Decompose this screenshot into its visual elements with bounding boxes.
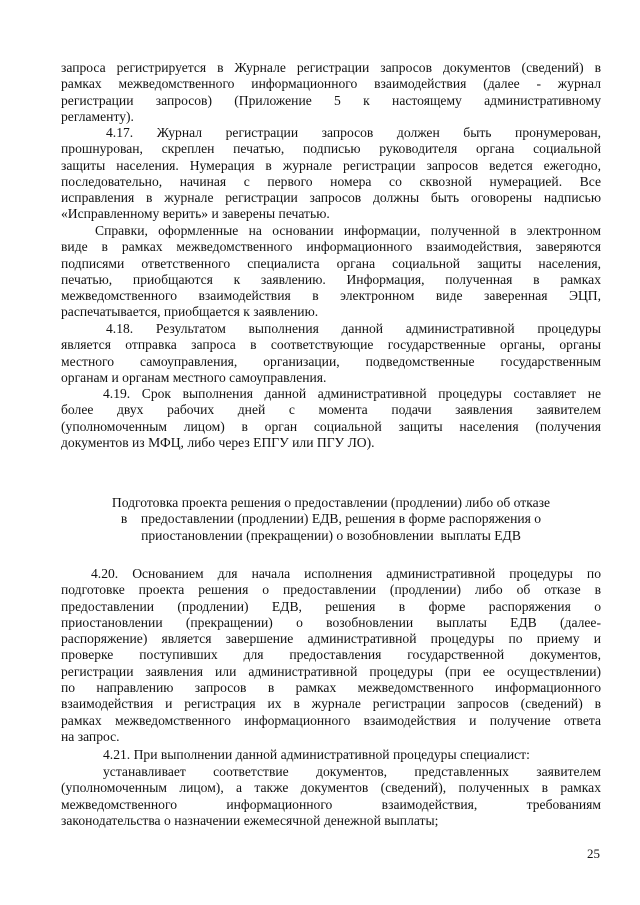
paragraph-spravki [61, 223, 601, 321]
text-line: 4.21. При выполнении данной административной процедуры специалист: [103, 747, 530, 762]
paragraph-4-17 [61, 125, 601, 223]
text-line: регистрации заявления или административной процедуры (при ее осуществлении) [61, 663, 601, 679]
text-line: печатью, приобщаются к заявлению. Информация, полученная в рамках [61, 271, 601, 287]
text-line: по направлению запросов в рамках межведомственного информационного [61, 680, 601, 696]
text-line: устанавливает соответствие документов, представленных заявителем [103, 764, 601, 779]
page-number: 25 [587, 846, 600, 861]
text-line: регламенту). [61, 108, 134, 124]
text-line: 4.19. Срок выполнения данной административной процедуры составляет не [103, 386, 601, 401]
text-line: документов из МФЦ, либо через ЕПГУ или ПГУ ЛО). [61, 434, 375, 450]
text-line: (уполномоченным лицом) в орган социальной защиты населения (получения [61, 418, 601, 434]
text-line: проверке поступивших для предоставления государственной документов, [61, 647, 601, 663]
text-line: виде в рамках межведомственного информационного взаимодействия, заверяются [61, 239, 601, 255]
paragraph-ustanavlivaet [61, 764, 601, 829]
text-line: распоряжение) является завершение административной процедуры по приему и [61, 631, 601, 647]
text-line: более двух рабочих дней с момента подачи заявления заявителем [61, 402, 601, 418]
text-line: рамках межведомственного информационного взаимодействия и получение ответа [61, 712, 601, 728]
paragraph-4-19 [61, 386, 601, 451]
text-line: запроса регистрируется в Журнале регистрации запросов документов (сведений) в [61, 60, 601, 75]
text-line: 4.17. Журнал регистрации запросов должен быть пронумерован, [106, 125, 601, 140]
text-line: приостановлении (прекращении) о возобновлении выплаты ЕДВ (далее- [61, 614, 601, 630]
text-line: взаимодействия и регистрация их в журнале регистрации запросов (сведений) в [61, 696, 601, 712]
heading-line: в предоставлении (продлении) ЕДВ, решения в форме распоряжения о [120, 511, 542, 527]
paragraph-4-21 [61, 747, 601, 763]
text-line: исправления в журнале регистрации запросов должны быть оговорены надписью [61, 190, 601, 206]
text-line: местного самоуправления, организации, подведомственные государственным [61, 353, 601, 369]
text-line: распечатывается, приобщается к заявлению. [61, 304, 319, 320]
text-line: межведомственного информационного взаимодействия, требованиям [61, 796, 601, 812]
text-line: подготовке проекта решения о предоставлении (продлении) либо об отказе в [61, 582, 601, 598]
section-heading [61, 495, 601, 544]
text-line: подписями ответственного специалиста органа социальной защиты населения, [61, 255, 601, 271]
text-line: последовательно, начиная с первого номера со сквозной нумерацией. Все [61, 173, 601, 189]
text-line: органам и органам местного самоуправления. [61, 369, 327, 385]
text-line: регистрации запросов) (Приложение 5 к настоящему административному [61, 92, 601, 108]
text-line: (уполномоченным лицом), а также документов (сведений), полученных в рамках [61, 780, 601, 796]
text-line: Справки, оформленные на основании информации, полученной в электронном [95, 223, 601, 238]
text-line: является отправка запроса в соответствующие государственные органы, органы [61, 337, 601, 353]
text-line: 4.18. Результатом выполнения данной административной процедуры [106, 321, 601, 336]
heading-line: приостановлении (прекращении) о возобновлении выплаты ЕДВ [141, 527, 521, 543]
text-line: законодательства о назначении ежемесячной денежной выплаты; [61, 812, 439, 828]
text-line: рамках межведомственного информационного взаимодействия (далее - журнал [61, 76, 601, 92]
heading-line: Подготовка проекта решения о предоставлении (продлении) либо об отказе [111, 495, 551, 510]
text-line: межведомственного взаимодействия в электронном виде заверенная ЭЦП, [61, 288, 601, 304]
paragraph-4-18 [61, 321, 601, 386]
text-line: прошнурован, скреплен печатью, подписью руководителя органа социальной [61, 141, 601, 157]
text-line: 4.20. Основанием для начала исполнения административной процедуры по [91, 566, 601, 581]
text-line: «Исправленному верить» и заверены печатью. [61, 206, 330, 222]
text-line: защиты населения. Нумерация в журнале регистрации запросов ведется ежегодно, [61, 157, 601, 173]
paragraph-journal-registration-continued [61, 60, 601, 125]
paragraph-4-20 [61, 566, 601, 745]
text-line: предоставлении (продлении) ЕДВ, решения в форме распоряжения о [61, 598, 601, 614]
text-line: на запрос. [61, 728, 120, 744]
